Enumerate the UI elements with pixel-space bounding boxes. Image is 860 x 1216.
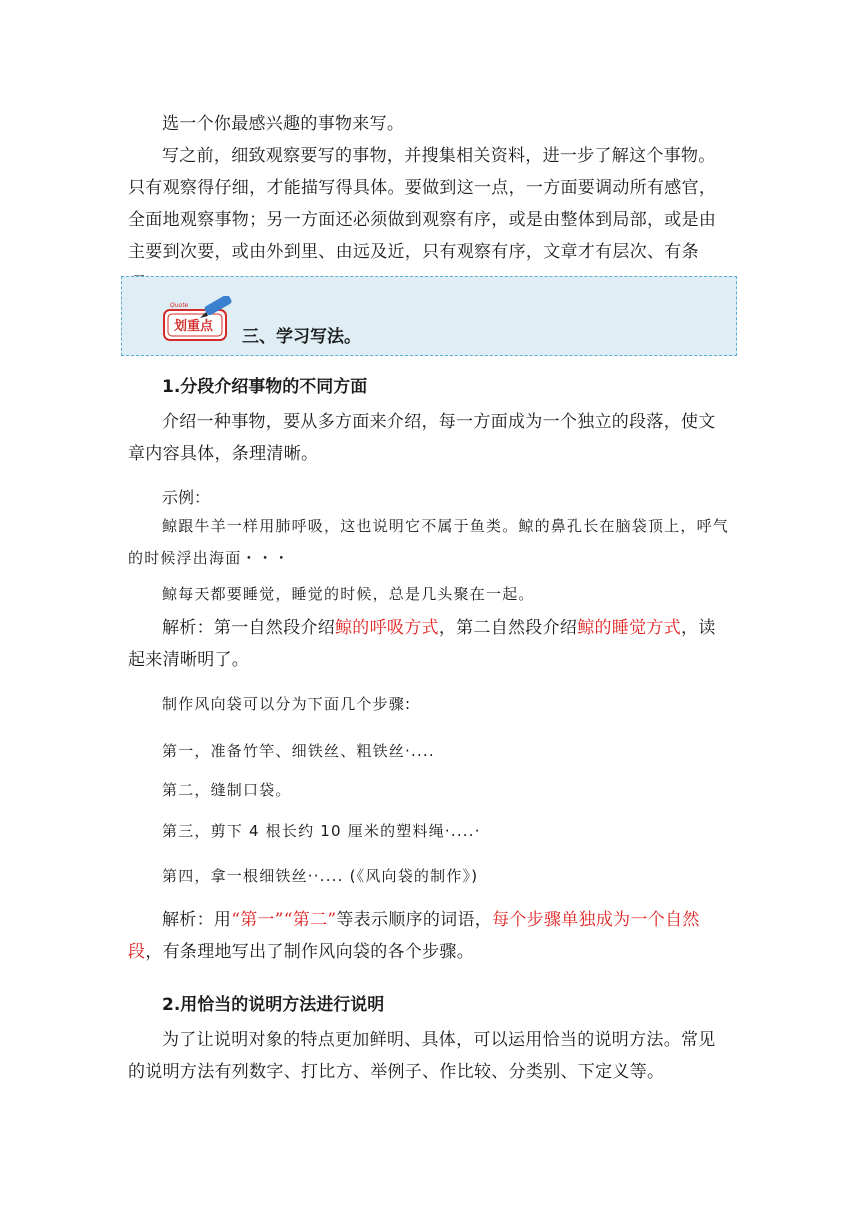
- analysis-1-text-c: ，第二自然段介绍: [438, 618, 578, 638]
- analysis-2-text-e: ，有条理地写出了制作风向袋的各个步骤。: [145, 942, 475, 962]
- step-item: 第四，拿一根细铁丝··.... (《风向袋的制作》): [162, 867, 479, 885]
- analysis-2-highlight-1: “第一”“第二”: [231, 910, 337, 930]
- analysis-2-text-a: 解析：用: [162, 910, 232, 930]
- example-label: 示例：: [162, 488, 211, 507]
- steps-intro: 制作风向袋可以分为下面几个步骤:: [162, 695, 412, 713]
- section-1-heading: 1.分段介绍事物的不同方面: [162, 377, 368, 397]
- analysis-1-text-a: 解析：第一自然段介绍: [162, 618, 335, 638]
- badge-small-text: Quote: [170, 302, 189, 309]
- callout-title: 三、学习写法。: [242, 327, 361, 347]
- analysis-2: [128, 904, 732, 968]
- intro-paragraph-2: 写之前，细致观察要写的事物，并搜集相关资料，进一步了解这个事物。只有观察得仔细，才能描写得具体。要做到这一点，一方面要调动所有感官，全面地观察事物；另一方面还必须做到观察有序，或是由整体到局部，或是由主要到次要，或由外到里、由远及近，只有观察有序，文章才有层次、有条: [128, 146, 717, 262]
- example-paragraph-2: 鲸每天都要睡觉，睡觉的时候，总是几头聚在一起。: [162, 585, 535, 603]
- highlight-badge-icon: [160, 296, 236, 346]
- analysis-1-text-e: ，读起来清晰明了。: [128, 618, 716, 670]
- step-item: 第三，剪下 4 根长约 10 厘米的塑料绳·....·: [162, 822, 481, 840]
- analysis-2-text-c: 等表示顺序的词语，: [336, 910, 493, 930]
- example-paragraph-1: 鲸跟牛羊一样用肺呼吸，这也说明它不属于鱼类。鲸的鼻孔长在脑袋顶上，呼气的时候浮出海面・・・: [128, 517, 730, 567]
- section-2-paragraph: 为了让说明对象的特点更加鲜明、具体，可以运用恰当的说明方法。常见的说明方法有列数字、打比方、举例子、作比较、分类别、下定义等。: [128, 1030, 716, 1082]
- analysis-1: [128, 612, 732, 676]
- analysis-2-highlight-2: 每个步骤单独成为一个自然段: [128, 910, 700, 962]
- analysis-1-highlight-2: 鲸的睡觉方式: [577, 618, 682, 638]
- step-item: 第二，缝制口袋。: [162, 781, 292, 799]
- step-item: 第一，准备竹竿、细铁丝、粗铁丝·....: [162, 742, 435, 760]
- section-2-heading: 2.用恰当的说明方法进行说明: [162, 995, 385, 1015]
- section-1-paragraph: 介绍一种事物，要从多方面来介绍，每一方面成为一个独立的段落，使文章内容具体，条理清晰。: [128, 412, 716, 464]
- analysis-1-highlight-1: 鲸的呼吸方式: [335, 618, 439, 638]
- badge-text: 划重点: [174, 319, 214, 334]
- intro-paragraph-1: 选一个你最感兴趣的事物来写。: [162, 114, 405, 134]
